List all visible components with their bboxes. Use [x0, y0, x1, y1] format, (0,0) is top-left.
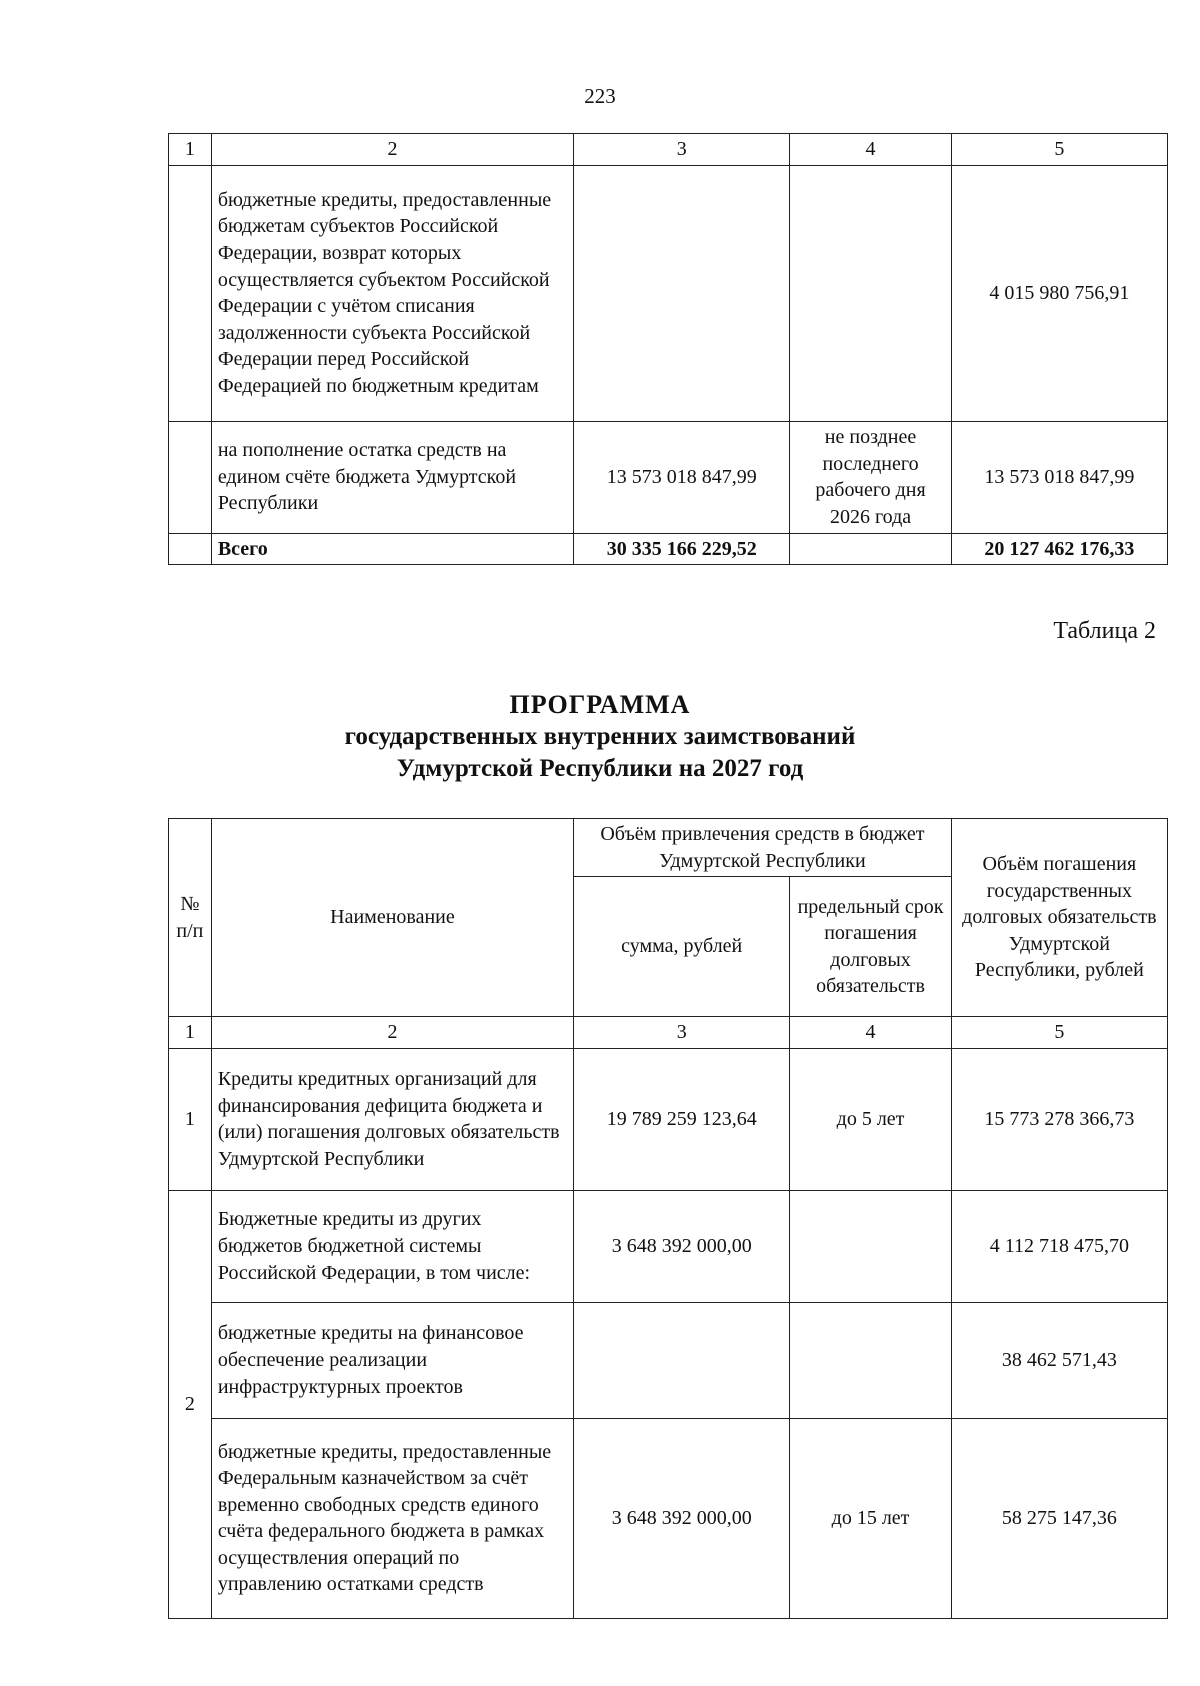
column-numbers-row [169, 134, 1168, 166]
row-amount [574, 1302, 790, 1418]
col-number: 3 [574, 134, 790, 166]
row-term: до 5 лет [790, 1048, 951, 1190]
row-number: 1 [169, 1048, 212, 1190]
row-term [790, 165, 951, 421]
header-repayment: Объём погашения государственных долговых обязательств Удмуртской Республики, рублей [951, 819, 1167, 1017]
row-amount: 3 648 392 000,00 [574, 1418, 790, 1618]
row-term [790, 1190, 951, 1302]
table-row [169, 421, 1168, 533]
col-number: 1 [169, 134, 212, 166]
row-repayment: 58 275 147,36 [951, 1418, 1167, 1618]
table-caption: Таблица 2 [1053, 618, 1156, 644]
row-name: Бюджетные кредиты из других бюджетов бюджетной системы Российской Федерации, в том числе: [211, 1190, 573, 1302]
column-numbers-row [169, 1017, 1168, 1049]
program-title-line2: государственных внутренних заимствований [344, 723, 856, 751]
row-amount: 13 573 018 847,99 [574, 421, 790, 533]
program-title-line3: Удмуртской Республики на 2027 год [396, 754, 804, 782]
row-repayment: 4 112 718 475,70 [951, 1190, 1167, 1302]
total-term [790, 533, 951, 565]
row-repayment: 4 015 980 756,91 [951, 165, 1167, 421]
total-amount: 30 335 166 229,52 [574, 533, 790, 565]
row-name: бюджетные кредиты на финансовое обеспечение реализации инфраструктурных проектов [211, 1302, 573, 1418]
table-row [169, 1418, 1168, 1618]
row-term: не позднее последнего рабочего дня 2026 года [790, 421, 951, 533]
row-amount: 19 789 259 123,64 [574, 1048, 790, 1190]
col-number: 3 [574, 1017, 790, 1049]
col-number: 2 [211, 1017, 573, 1049]
header-num: № п/п [169, 819, 212, 1017]
header-row [169, 819, 1168, 877]
row-number-cell [169, 421, 212, 533]
row-name: Кредиты кредитных организаций для финансирования дефицита бюджета и (или) погашения долговых обязательств Удмуртской Республики [211, 1048, 573, 1190]
table-row [169, 1048, 1168, 1190]
header-attraction-group: Объём привлечения средств в бюджет Удмуртской Республики [574, 819, 952, 877]
row-term [790, 1302, 951, 1418]
col-number: 2 [211, 134, 573, 166]
table-row [169, 1302, 1168, 1418]
total-repayment: 20 127 462 176,33 [951, 533, 1167, 565]
row-amount: 3 648 392 000,00 [574, 1190, 790, 1302]
col-number: 4 [790, 134, 951, 166]
row-repayment: 38 462 571,43 [951, 1302, 1167, 1418]
table-row [169, 1190, 1168, 1302]
col-number: 5 [951, 134, 1167, 166]
page-number: 223 [584, 84, 616, 108]
row-number-cell [169, 165, 212, 421]
program-title-line1: ПРОГРАММА [509, 690, 691, 719]
row-name: бюджетные кредиты, предоставленные Федеральным казначейством за счёт временно свободных средств единого счёта федерального бюджета в рамках осуществления операций по управлению остатками средств [211, 1418, 573, 1618]
table-continued [168, 133, 1168, 565]
row-number-cell [169, 533, 212, 565]
borrowing-program-table [168, 818, 1168, 1619]
row-amount [574, 165, 790, 421]
header-term: предельный срок погашения долговых обязательств [790, 877, 951, 1017]
row-name: бюджетные кредиты, предоставленные бюджетам субъектов Российской Федерации, возврат которых осуществляется субъектом Российской Федерации с учётом списания задолженности субъекта Российской Федерации перед Российской Федерацией по бюджетным кредитам [211, 165, 573, 421]
row-name: на пополнение остатка средств на едином счёте бюджета Удмуртской Республики [211, 421, 573, 533]
total-label: Всего [211, 533, 573, 565]
total-row [169, 533, 1168, 565]
row-number: 2 [169, 1190, 212, 1618]
col-number: 1 [169, 1017, 212, 1049]
header-name: Наименование [211, 819, 573, 1017]
row-repayment: 15 773 278 366,73 [951, 1048, 1167, 1190]
row-repayment: 13 573 018 847,99 [951, 421, 1167, 533]
row-term: до 15 лет [790, 1418, 951, 1618]
program-title [0, 688, 1200, 785]
col-number: 4 [790, 1017, 951, 1049]
col-number: 5 [951, 1017, 1167, 1049]
header-amount: сумма, рублей [574, 877, 790, 1017]
table-row [169, 165, 1168, 421]
